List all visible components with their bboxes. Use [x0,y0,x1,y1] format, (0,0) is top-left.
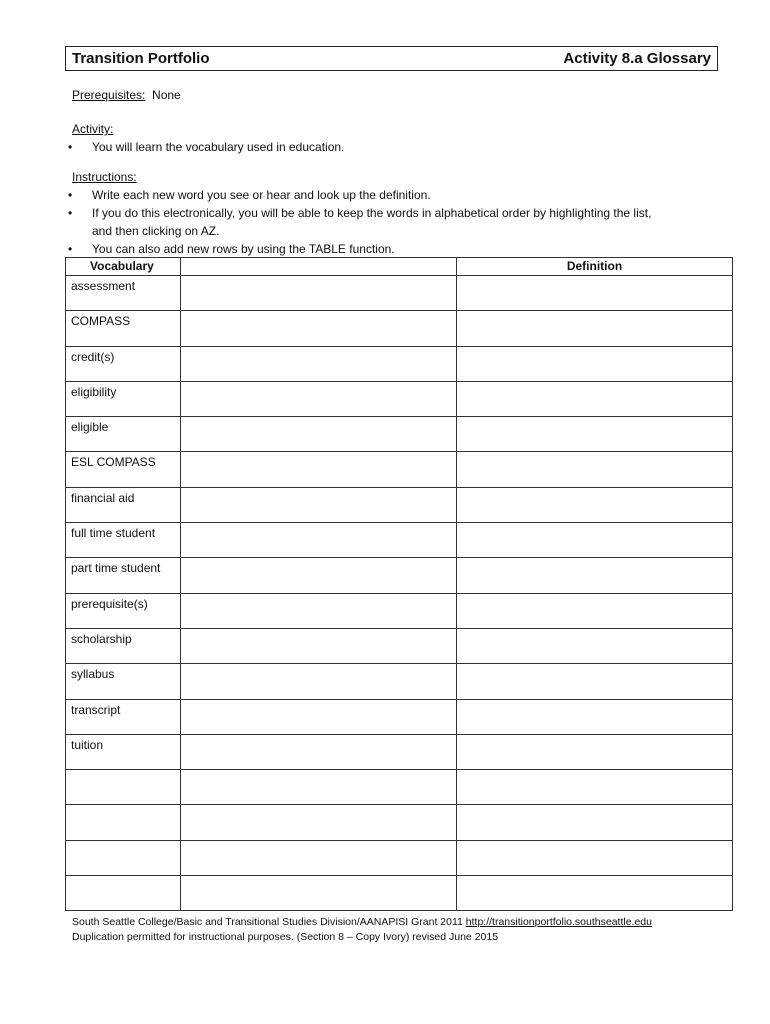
table-row [66,770,733,805]
prerequisites-value: None [152,88,181,102]
table-row [66,876,733,911]
vocabulary-cell[interactable] [66,876,181,911]
definition-cell[interactable] [457,664,733,699]
definition-cell[interactable] [457,805,733,840]
instruction-bullet-2-line-2: and then clicking on AZ. [92,224,220,238]
table-row [66,346,733,381]
table-row [66,699,733,734]
definition-cell[interactable] [457,346,733,381]
vocabulary-cell[interactable]: full time student [66,523,181,558]
definition-cell[interactable] [457,452,733,487]
definition-cell[interactable] [457,628,733,663]
definition-cell[interactable] [457,770,733,805]
vocabulary-cell[interactable]: credit(s) [66,346,181,381]
table-row [66,734,733,769]
notes-cell[interactable] [181,699,457,734]
definition-header: Definition [457,258,733,276]
vocabulary-cell[interactable]: scholarship [66,628,181,663]
footer-link[interactable]: http://transitionportfolio.southseattle.edu [465,916,652,928]
notes-cell[interactable] [181,805,457,840]
glossary-body [66,276,733,911]
vocabulary-cell[interactable]: financial aid [66,487,181,522]
notes-cell[interactable] [181,558,457,593]
definition-cell[interactable] [457,311,733,346]
notes-cell[interactable] [181,452,457,487]
notes-cell[interactable] [181,346,457,381]
definition-cell[interactable] [457,417,733,452]
instruction-bullet-3: • You can also add new rows by using the TABLE function. [46,240,752,258]
definition-cell[interactable] [457,523,733,558]
definition-cell[interactable] [457,876,733,911]
vocabulary-cell[interactable]: syllabus [66,664,181,699]
activity-label: Activity: [72,122,114,136]
activity-title: Activity 8.a Glossary [563,50,711,67]
activity-bullet: • You will learn the vocabulary used in education. [46,138,732,156]
table-row [66,805,733,840]
vocabulary-cell[interactable]: assessment [66,276,181,311]
notes-cell[interactable] [181,628,457,663]
notes-cell[interactable] [181,840,457,875]
prerequisites-section [72,86,181,104]
notes-cell[interactable] [181,593,457,628]
table-row [66,593,733,628]
notes-cell[interactable] [181,523,457,558]
table-header-row [66,258,733,276]
vocabulary-cell[interactable]: ESL COMPASS [66,452,181,487]
table-row [66,523,733,558]
vocabulary-cell[interactable] [66,840,181,875]
vocabulary-cell[interactable]: tuition [66,734,181,769]
table-row [66,558,733,593]
footer-line-1 [72,915,652,930]
footer-line-2: Duplication permitted for instructional purposes. (Section 8 – Copy Ivory) revised June 2015 [72,931,499,943]
table-row [66,417,733,452]
vocabulary-cell[interactable]: part time student [66,558,181,593]
definition-cell[interactable] [457,593,733,628]
vocabulary-cell[interactable]: COMPASS [66,311,181,346]
instruction-bullet-1: • Write each new word you see or hear and look up the definition. [46,186,752,204]
blank-header [181,258,457,276]
instructions-list [46,186,752,258]
header-box [65,46,718,71]
notes-cell[interactable] [181,734,457,769]
table-row [66,381,733,416]
table-row [66,276,733,311]
vocabulary-cell[interactable]: eligibility [66,381,181,416]
notes-cell[interactable] [181,770,457,805]
table-row [66,628,733,663]
instructions-label: Instructions: [72,170,137,184]
table-row [66,487,733,522]
vocabulary-header: Vocabulary [66,258,181,276]
notes-cell[interactable] [181,311,457,346]
definition-cell[interactable] [457,840,733,875]
portfolio-title: Transition Portfolio [72,50,210,67]
prerequisites-label: Prerequisites: [72,88,146,102]
notes-cell[interactable] [181,417,457,452]
definition-cell[interactable] [457,699,733,734]
vocabulary-cell[interactable]: transcript [66,699,181,734]
activity-section [72,120,732,156]
vocabulary-cell[interactable]: prerequisite(s) [66,593,181,628]
notes-cell[interactable] [181,876,457,911]
definition-cell[interactable] [457,276,733,311]
table-row [66,452,733,487]
notes-cell[interactable] [181,276,457,311]
vocabulary-cell[interactable]: eligible [66,417,181,452]
glossary-table [65,257,733,911]
table-row [66,664,733,699]
definition-cell[interactable] [457,487,733,522]
notes-cell[interactable] [181,664,457,699]
table-row [66,840,733,875]
instruction-bullet-2-line-1: • If you do this electronically, you will be able to keep the words in alphabetical order by highlighting the list, [92,206,652,220]
page-footer [72,915,652,945]
vocabulary-cell[interactable] [66,770,181,805]
definition-cell[interactable] [457,558,733,593]
notes-cell[interactable] [181,487,457,522]
vocabulary-cell[interactable] [66,805,181,840]
activity-list [46,138,732,156]
definition-cell[interactable] [457,381,733,416]
footer-credit: South Seattle College/Basic and Transitional Studies Division/AANAPISI Grant 2011 [72,916,466,928]
table-row [66,311,733,346]
instructions-section [72,168,752,258]
definition-cell[interactable] [457,734,733,769]
notes-cell[interactable] [181,381,457,416]
instruction-bullet-2 [46,204,752,240]
